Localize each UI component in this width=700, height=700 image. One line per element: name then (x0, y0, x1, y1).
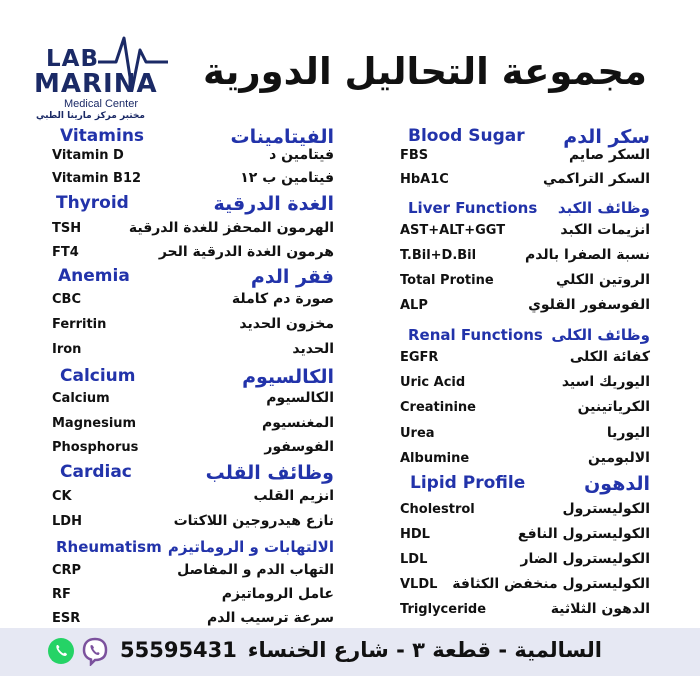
test-name-en: Urea (400, 426, 435, 441)
test-name-en: CK (52, 489, 72, 504)
section-renal-functions (400, 326, 650, 350)
test-name-ar: اليوريا (606, 425, 650, 441)
section-calcium (52, 366, 334, 390)
test-name-en: Total Protine (400, 273, 494, 288)
list-item (52, 243, 334, 265)
list-item (400, 525, 650, 547)
test-name-en: Magnesium (52, 416, 137, 431)
list-item (400, 398, 650, 420)
section-title-ar: الغدة الدرقية (213, 193, 334, 215)
test-name-ar: الهرمون المحفز للغدة الدرقية (128, 220, 334, 236)
page-title: مجموعة التحاليل الدورية (203, 50, 647, 93)
list-item (52, 146, 334, 168)
test-name-en: Albumine (400, 451, 470, 466)
test-name-ar: عامل الروماتيزم (221, 586, 334, 602)
section-title-en: Rheumatism (56, 538, 162, 556)
test-name-ar: الفوسفور (264, 439, 334, 455)
list-item (52, 585, 334, 607)
section-liver-functions (400, 199, 650, 223)
section-lipid-profile (400, 473, 650, 497)
section-title-ar: وظائف الكبد (557, 199, 650, 217)
list-item (400, 449, 650, 471)
section-anemia (52, 266, 334, 290)
section-title-ar: وظائف الكلى (551, 326, 650, 344)
list-item (400, 146, 650, 168)
test-name-ar: الفوسفور القلوي (528, 297, 650, 313)
test-name-ar: انزيم القلب (253, 488, 334, 504)
test-name-en: VLDL (400, 577, 438, 592)
test-name-ar: نازع هيدروجين اللاكتات (173, 513, 334, 529)
test-name-en: Ferritin (52, 317, 107, 332)
list-item (400, 271, 650, 293)
section-title-ar: وظائف القلب (205, 462, 334, 484)
phone-number[interactable]: 55595431 (120, 638, 237, 662)
test-name-en: LDL (400, 552, 428, 567)
test-name-en: Calcium (52, 391, 110, 406)
list-item (400, 600, 650, 622)
logo-lab: LAB (46, 46, 99, 72)
test-name-ar: كفائة الكلى (569, 349, 650, 365)
test-name-en: Creatinine (400, 400, 476, 415)
section-title-ar: سكر الدم (563, 126, 650, 148)
section-title-ar: الالتهابات و الروماتيزم (167, 538, 334, 556)
test-name-en: Triglyceride (400, 602, 487, 617)
test-name-en: FBS (400, 148, 429, 163)
section-title-ar: الفيتامينات (230, 126, 334, 148)
test-name-ar: المغنسيوم (261, 415, 334, 431)
test-name-en: Vitamin B12 (52, 171, 142, 186)
test-name-en: Iron (52, 342, 82, 357)
test-name-en: RF (52, 587, 71, 602)
list-item (52, 561, 334, 583)
list-item (400, 424, 650, 446)
section-title-en: Renal Functions (408, 326, 543, 344)
logo-marina: MARINA (34, 69, 158, 99)
test-name-ar: الكوليسترول (562, 501, 650, 517)
section-title-en: Calcium (60, 366, 136, 386)
test-name-ar: الكالسيوم (266, 390, 334, 406)
test-name-ar: الدهون الثلاثية (550, 601, 650, 617)
test-name-ar: صورة دم كاملة (231, 291, 334, 307)
section-title-en: Cardiac (60, 462, 132, 482)
section-title-ar: الكالسيوم (242, 366, 334, 388)
section-thyroid (52, 193, 334, 217)
section-title-en: Vitamins (60, 126, 145, 146)
list-item (52, 487, 334, 509)
section-title-en: Liver Functions (408, 199, 538, 217)
test-name-ar: انزيمات الكبد (560, 222, 650, 238)
test-name-ar: الحديد (292, 341, 334, 357)
logo-arabic: مختبر مركز مارينا الطبي (36, 111, 145, 121)
list-item (400, 221, 650, 243)
list-item (52, 290, 334, 312)
test-name-en: Cholestrol (400, 502, 475, 517)
logo (28, 32, 178, 124)
test-name-en: AST+ALT+GGT (400, 223, 506, 238)
list-item (52, 340, 334, 362)
test-name-ar: اليوريك اسيد (561, 374, 650, 390)
test-name-ar: السكر صايم (568, 147, 650, 163)
address-text: السالمية - قطعة ٣ - شارع الخنساء (247, 638, 602, 662)
list-item (52, 169, 334, 191)
list-item (52, 512, 334, 534)
list-item (52, 219, 334, 241)
test-name-ar: نسبة الصفرا بالدم (524, 247, 650, 263)
test-name-en: HDL (400, 527, 430, 542)
test-name-ar: الكوليسترول منخفض الكثافة (452, 576, 650, 592)
test-name-en: CBC (52, 292, 81, 307)
section-title-ar: الدهون (584, 473, 650, 495)
section-title-ar: فقر الدم (250, 266, 334, 288)
list-item (400, 575, 650, 597)
test-name-en: Vitamin D (52, 148, 124, 163)
list-item (400, 500, 650, 522)
test-name-en: FT4 (52, 245, 79, 260)
test-name-ar: السكر التراكمي (543, 171, 650, 187)
section-title-en: Anemia (58, 266, 130, 286)
list-item (400, 373, 650, 395)
test-name-ar: هرمون الغدة الدرقية الحر (158, 244, 334, 260)
test-name-ar: الالبومين (588, 450, 650, 466)
test-name-en: T.Bil+D.Bil (400, 248, 477, 263)
list-item (400, 246, 650, 268)
test-name-ar: فيتامين ب ١٢ (240, 170, 334, 186)
test-name-ar: فيتامين د (269, 147, 334, 163)
viber-icon[interactable] (80, 636, 110, 666)
test-name-en: LDH (52, 514, 82, 529)
list-item (400, 348, 650, 370)
test-name-ar: التهاب الدم و المفاصل (177, 562, 334, 578)
test-name-en: CRP (52, 563, 82, 578)
test-name-ar: مخزون الحديد (239, 316, 334, 332)
test-name-ar: سرعة ترسيب الدم (207, 610, 334, 626)
logo-medical-center: Medical Center (64, 98, 138, 110)
list-item (400, 550, 650, 572)
list-item (52, 438, 334, 460)
test-name-ar: الروتين الكلي (556, 272, 650, 288)
test-name-ar: الكرياتينين (577, 399, 650, 415)
test-name-en: Uric Acid (400, 375, 466, 390)
test-name-en: EGFR (400, 350, 439, 365)
section-cardiac (52, 462, 334, 486)
test-name-ar: الكوليسترول النافع (517, 526, 650, 542)
test-name-ar: الكوليسترول الضار (520, 551, 650, 567)
test-name-en: HbA1C (400, 172, 449, 187)
section-title-en: Blood Sugar (408, 126, 525, 146)
test-name-en: ESR (52, 611, 81, 626)
test-name-en: TSH (52, 221, 82, 236)
list-item (52, 389, 334, 411)
section-rheumatism (52, 538, 334, 562)
list-item (52, 414, 334, 436)
section-title-en: Lipid Profile (410, 473, 526, 493)
whatsapp-icon[interactable] (46, 636, 76, 666)
list-item (400, 296, 650, 318)
list-item (52, 315, 334, 337)
test-name-en: ALP (400, 298, 428, 313)
section-title-en: Thyroid (56, 193, 129, 213)
test-name-en: Phosphorus (52, 440, 139, 455)
list-item (400, 170, 650, 192)
